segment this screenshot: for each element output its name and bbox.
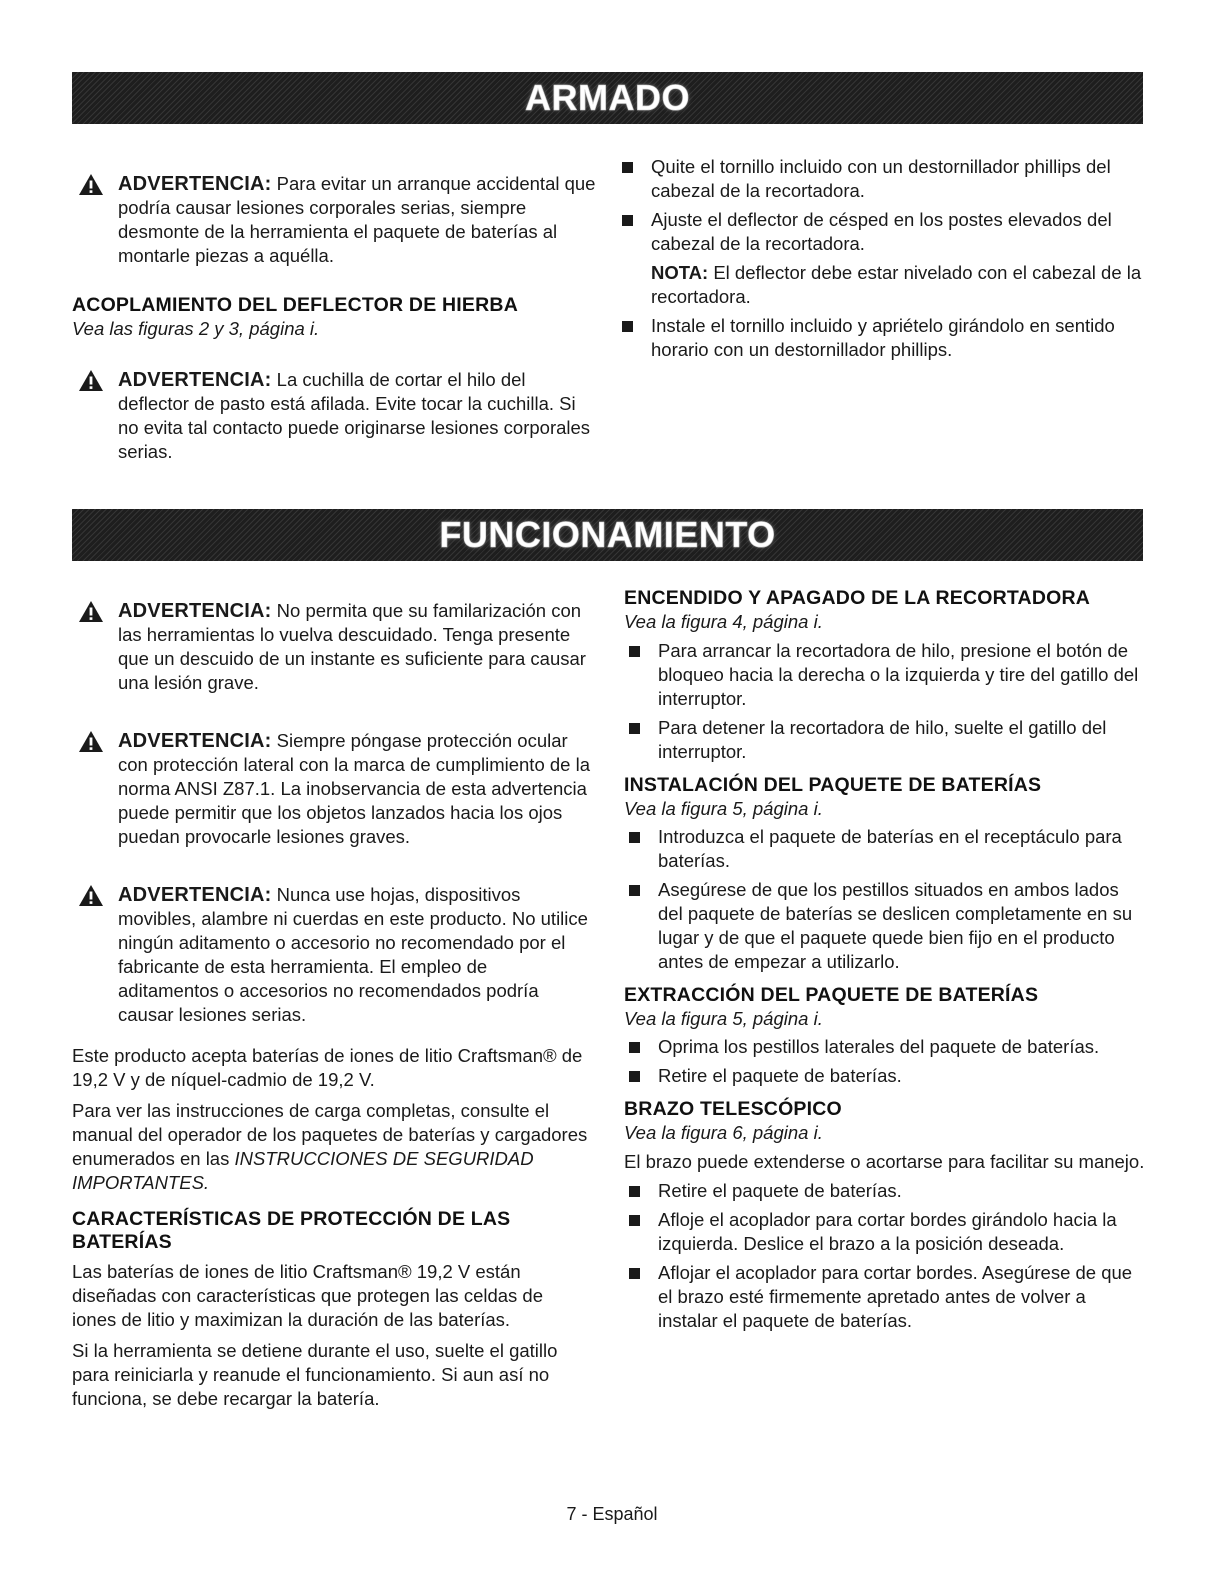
list-item (624, 716, 1145, 764)
warning-label: ADVERTENCIA: (118, 730, 272, 752)
battery-protection-paragraph-1: Las baterías de iones de litio Craftsman® 19,2 V están diseñadas con características que protegen las celdas de iones de litio y maximizan la duración de las baterías. (72, 1261, 544, 1330)
warning-text: Para evitar un arranque accidental que podría causar lesiones corporales serias, siempre desmonte de la herramienta el paquete de baterías al montarle piezas a aquélla. (118, 173, 596, 266)
list-item (624, 639, 1145, 711)
armado-right-column (617, 155, 1143, 367)
bullet-square-icon (622, 215, 633, 226)
list-item-text: Quite el tornillo incluido con un destornillador phillips del cabezal de la recortadora. (651, 156, 1111, 201)
list-item-text: Aflojar el acoplador para cortar bordes. Asegúrese de que el brazo esté firmemente apretado antes de volver a instalar el paquete de baterías. (658, 1262, 1133, 1331)
funcionamiento-banner (72, 509, 1143, 561)
warning-triangle-icon (78, 884, 104, 907)
armado-left-column (72, 172, 597, 464)
on-off-list (624, 639, 1145, 764)
list-item (624, 878, 1145, 974)
list-item-text: Asegúrese de que los pestillos situados en ambos lados del paquete de baterías se deslicen completamente en su lugar y de que el paquete quede bien fijo en el producto antes de empezar a utilizarlo. (658, 879, 1133, 972)
bullet-square-icon (629, 1215, 640, 1226)
bullet-square-icon (629, 885, 640, 896)
list-item (617, 208, 1143, 256)
funcionamiento-left-column (72, 599, 592, 1411)
warning-triangle-icon (78, 600, 104, 623)
bullet-square-icon (622, 321, 633, 332)
warning-label: ADVERTENCIA: (118, 369, 272, 391)
telescopic-arm-intro: El brazo puede extenderse o acortarse para facilitar su manejo. (624, 1151, 1145, 1172)
on-off-heading: ENCENDIDO Y APAGADO DE LA RECORTADORA (624, 587, 1091, 609)
telescopic-arm-figure-ref: Vea la figura 6, página i. (624, 1122, 823, 1143)
telescopic-arm-heading: BRAZO TELESCÓPICO (624, 1098, 842, 1120)
warning-label: ADVERTENCIA: (118, 173, 272, 195)
note-label: NOTA: (651, 262, 709, 283)
list-item (624, 1179, 1145, 1203)
note-text: El deflector debe estar nivelado con el cabezal de la recortadora. (651, 262, 1142, 307)
list-item (624, 825, 1145, 873)
bullet-square-icon (629, 832, 640, 843)
page-number-footer: 7 - Español (566, 1504, 658, 1524)
list-item-text: Para arrancar la recortadora de hilo, presione el botón de bloqueo hacia la derecha o la izquierda y tire del gatillo del interruptor. (658, 640, 1139, 709)
list-item (617, 314, 1143, 362)
bullet-square-icon (622, 162, 633, 173)
list-item-text: Oprima los pestillos laterales del paquete de baterías. (658, 1036, 1100, 1057)
warning-attachments (72, 883, 592, 1027)
deflector-warning (72, 368, 597, 464)
warning-label: ADVERTENCIA: (118, 600, 272, 622)
warning-text: Nunca use hojas, dispositivos movibles, alambre ni cuerdas en este producto. No utilice ningún aditamento o accesorio no recomendado por el fabricante de esta herramienta. El empleo de aditamentos o accesorios no recomendados podría causar lesiones serias. (118, 884, 588, 1025)
list-item-text: Ajuste el deflector de césped en los postes elevados del cabezal de la recortadora. (651, 209, 1112, 254)
warning-text: Siempre póngase protección ocular con protección lateral con la marca de cumplimiento de la norma ANSI Z87.1. La inobservancia de esta advertencia puede permitir que los objetos lanzados hacia los ojos puedan provocarle lesiones graves. (118, 730, 590, 847)
list-item-text: Afloje el acoplador para cortar bordes girándolo hacia la izquierda. Deslice el brazo a la posición deseada. (658, 1209, 1117, 1254)
battery-protection-paragraph-2: Si la herramienta se detiene durante el uso, suelte el gatillo para reiniciarla y reanude el funcionamiento. Si aun así no funciona, se debe recargar la batería. (72, 1340, 558, 1409)
list-item (624, 1035, 1145, 1059)
on-off-figure-ref: Vea la figura 4, página i. (624, 611, 823, 632)
battery-install-heading: INSTALACIÓN DEL PAQUETE DE BATERÍAS (624, 774, 1042, 796)
battery-compatibility-paragraph: Este producto acepta baterías de iones de litio Craftsman® de 19,2 V y de níquel-cadmio de 19,2 V. (72, 1045, 583, 1090)
list-item-text: Introduzca el paquete de baterías en el receptáculo para baterías. (658, 826, 1122, 871)
deflector-steps-list-continued (617, 314, 1143, 362)
warning-text: La cuchilla de cortar el hilo del deflector de pasto está afilada. Evite tocar la cuchilla. Si no evita tal contacto puede originarse lesiones corporales serias. (118, 369, 591, 462)
telescopic-arm-list (624, 1179, 1145, 1333)
deflector-figure-ref: Vea las figuras 2 y 3, página i. (72, 318, 320, 339)
bullet-square-icon (629, 1071, 640, 1082)
battery-install-list (624, 825, 1145, 974)
battery-install-figure-ref: Vea la figura 5, página i. (624, 798, 823, 819)
paragraph-text: Para ver las instrucciones de carga completas, consulte el manual del operador de los paquetes de baterías y cargadores enumerados en las (72, 1100, 588, 1169)
bullet-square-icon (629, 723, 640, 734)
battery-removal-figure-ref: Vea la figura 5, página i. (624, 1008, 823, 1029)
armado-warning-accidental-start (72, 172, 597, 268)
bullet-square-icon (629, 1186, 640, 1197)
list-item-text: Para detener la recortadora de hilo, suelte el gatillo del interruptor. (658, 717, 1107, 762)
list-item (624, 1064, 1145, 1088)
warning-eye-protection (72, 729, 592, 849)
deflector-note (617, 261, 1143, 309)
bullet-square-icon (629, 646, 640, 657)
battery-removal-heading: EXTRACCIÓN DEL PAQUETE DE BATERÍAS (624, 984, 1039, 1006)
safety-instructions-reference: INSTRUCCIONES DE SEGURIDAD IMPORTANTES. (72, 1148, 534, 1193)
armado-banner (72, 72, 1143, 124)
charging-instructions-paragraph (72, 1099, 592, 1195)
deflector-steps-list (617, 155, 1143, 256)
deflector-heading: ACOPLAMIENTO DEL DEFLECTOR DE HIERBA (72, 294, 518, 316)
list-item-text: Instale el tornillo incluido y apriételo girándolo en sentido horario con un destornillador phillips. (651, 315, 1115, 360)
list-item (624, 1261, 1145, 1333)
warning-label: ADVERTENCIA: (118, 884, 272, 906)
armado-title: ARMADO (525, 77, 690, 118)
warning-text: No permita que su familarización con las herramientas lo vuelva descuidado. Tenga presente que un descuido de un instante es suficiente para causar una lesión grave. (118, 600, 586, 693)
battery-protection-heading: CARACTERÍSTICAS DE PROTECCIÓN DE LAS BATERÍAS (72, 1208, 511, 1253)
warning-familiarization (72, 599, 592, 695)
funcionamiento-title: FUNCIONAMIENTO (439, 514, 776, 555)
list-item (624, 1208, 1145, 1256)
bullet-square-icon (629, 1268, 640, 1279)
list-item-text: Retire el paquete de baterías. (658, 1180, 902, 1201)
bullet-square-icon (629, 1042, 640, 1053)
warning-triangle-icon (78, 730, 104, 753)
list-item-text: Retire el paquete de baterías. (658, 1065, 902, 1086)
warning-triangle-icon (78, 173, 104, 196)
funcionamiento-right-column (624, 587, 1145, 1338)
warning-triangle-icon (78, 369, 104, 392)
battery-removal-list (624, 1035, 1145, 1088)
list-item (617, 155, 1143, 203)
